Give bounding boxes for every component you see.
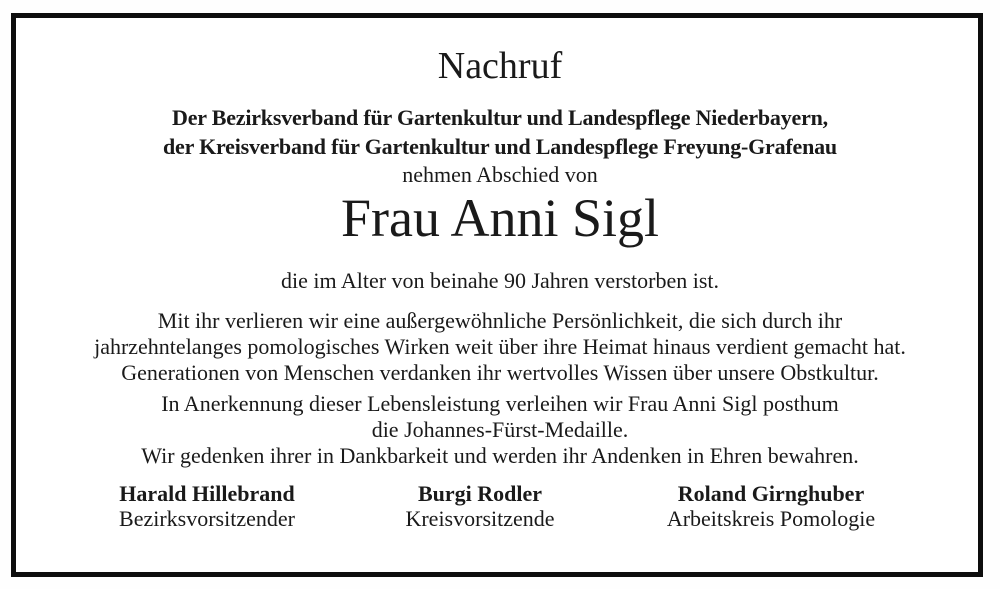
signatory-2-role: Kreisvorsitzende: [405, 506, 555, 531]
age-line: die im Alter von beinahe 90 Jahren verstorben ist.: [280, 268, 720, 293]
signatory-1-role: Bezirksvorsitzender: [119, 506, 295, 531]
remembrance-line: Wir gedenken ihrer in Dankbarkeit und werden ihr Andenken in Ehren bewahren.: [141, 443, 859, 468]
signatory-1-name: Harald Hillebrand: [119, 481, 295, 506]
signatory-3-name: Roland Girnghuber: [677, 481, 865, 506]
tribute-paragraph: [0, 308, 1000, 386]
signatory-3-role: Arbeitskreis Pomologie: [666, 506, 876, 531]
farewell-line: nehmen Abschied von: [402, 162, 598, 187]
tribute-line-2: jahrzehntelanges pomologisches Wirken weit über ihre Heimat hinaus verdient gemacht hat.: [94, 334, 906, 359]
signatory-1: [119, 481, 295, 531]
tribute-line-3: Generationen von Menschen verdanken ihr wertvolles Wissen über unsere Obstkultur.: [121, 360, 879, 385]
award-line-1: In Anerkennung dieser Lebensleistung verleihen wir Frau Anni Sigl posthum: [161, 391, 839, 416]
signatory-3: [667, 481, 875, 531]
organization-names: [0, 103, 1000, 161]
organization-line-1: Der Bezirksverband für Gartenkultur und Landespflege Niederbayern,: [172, 105, 828, 130]
signatory-2: [405, 481, 554, 531]
organization-line-2: der Kreisverband für Gartenkultur und Landespflege Freyung-Grafenau: [163, 134, 837, 159]
award-paragraph: [0, 391, 1000, 443]
obituary-title: Nachruf: [437, 45, 563, 87]
deceased-name: Frau Anni Sigl: [340, 188, 660, 248]
tribute-line-1: Mit ihr verlieren wir eine außergewöhnliche Persönlichkeit, die sich durch ihr: [157, 308, 843, 333]
award-line-2: die Johannes-Fürst-Medaille.: [371, 417, 629, 442]
signatory-2-name: Burgi Rodler: [417, 481, 543, 506]
